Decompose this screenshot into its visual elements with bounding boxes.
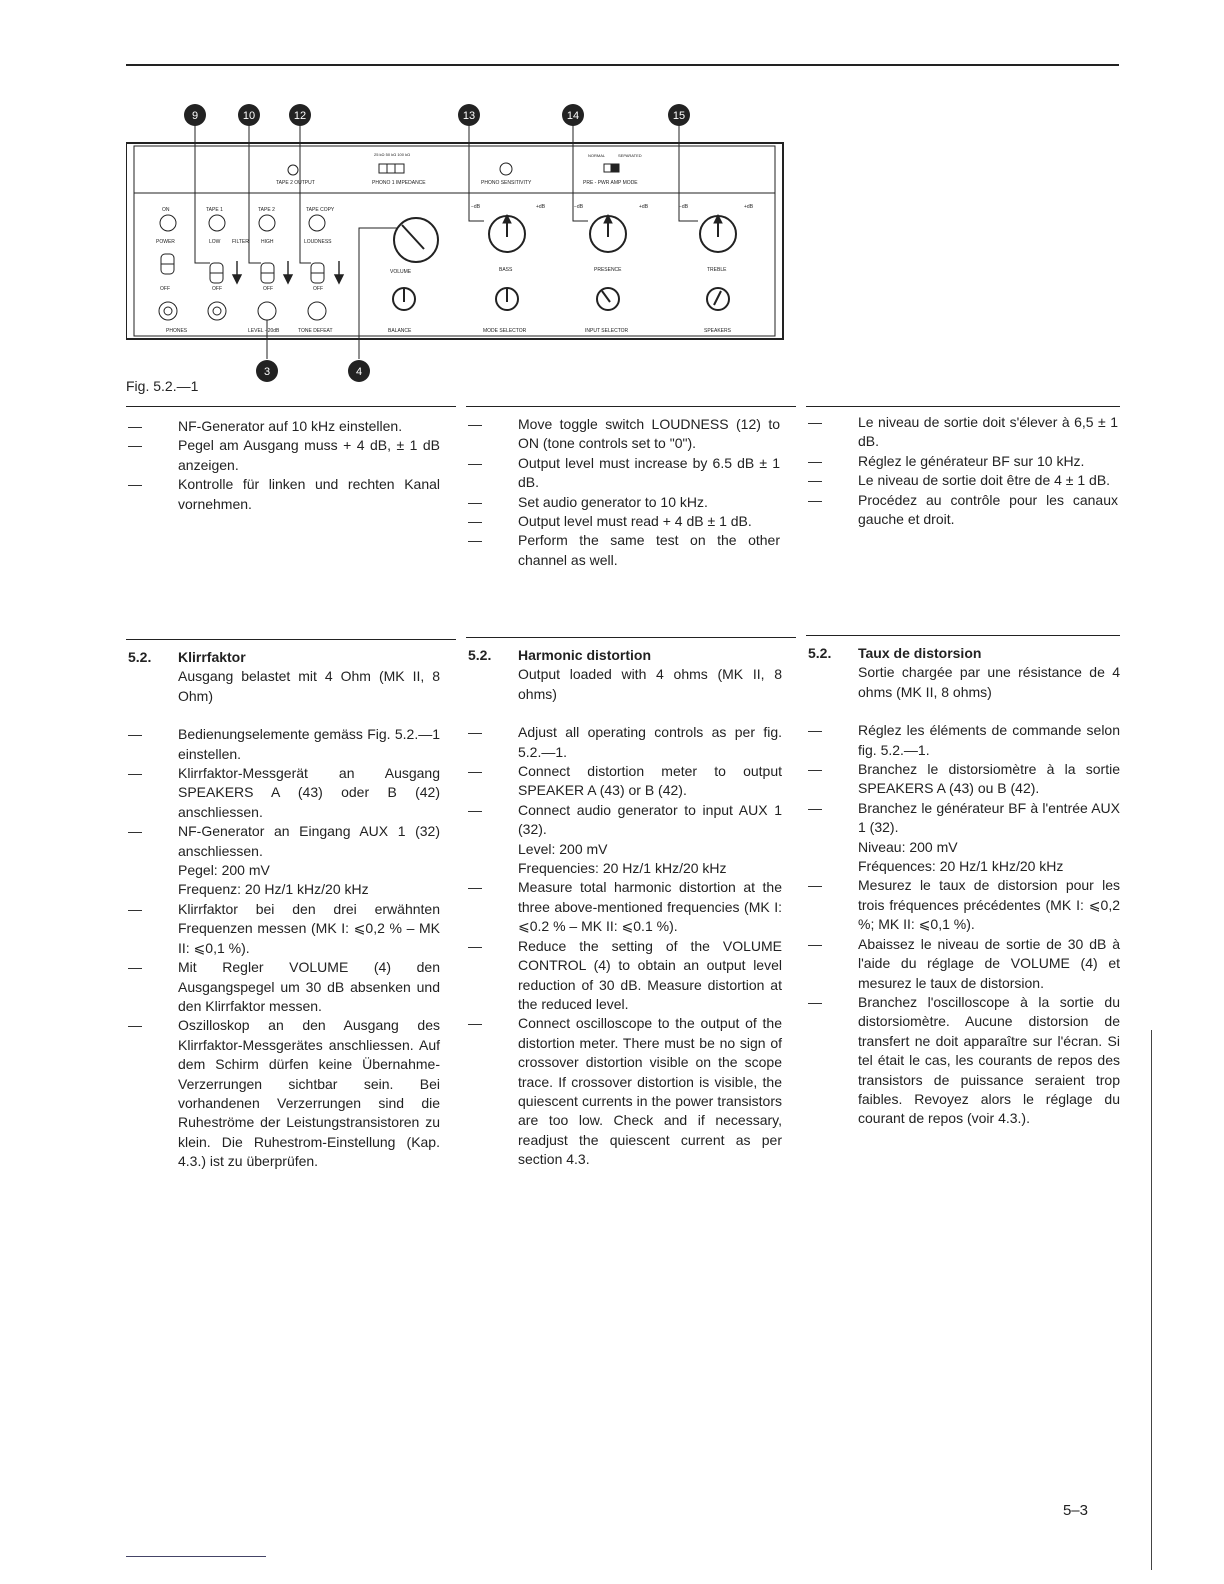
normal-label: NORMAL: [588, 153, 606, 158]
level-label: LEVEL −20dB: [248, 328, 280, 334]
panel-frame: [126, 143, 783, 339]
section-rule-fr: [806, 635, 1120, 636]
phono-sensitivity-label: PHONO SENSITIVITY: [481, 180, 532, 186]
off-label-2: OFF: [212, 286, 222, 292]
tape2-label: TAPE 2: [258, 207, 275, 213]
tone-defeat-button: [308, 302, 326, 320]
phono-impedance-label: PHONO 1 IMPEDANCE: [372, 180, 426, 186]
level-button: [258, 302, 276, 320]
pre-pwr-label: PRE - PWR AMP MODE: [583, 180, 638, 186]
marker-4: [348, 360, 370, 382]
impedance-switch: [379, 164, 404, 173]
on-label: ON: [162, 207, 170, 213]
svg-text:15: 15: [672, 110, 686, 122]
section-rule-en: [466, 637, 796, 638]
marker-9: [184, 104, 206, 126]
power-toggle: [161, 254, 174, 274]
off-label-3: OFF: [263, 286, 273, 292]
svg-text:9: 9: [191, 110, 199, 122]
top-english-column: — Move toggle switch LOUDNESS (12) to ON (tone controls set to "0"). — Output level must increase by 6.5 dB ± 1 dB. — Set audio generator to 10 kHz. — Output level must read + 4 dB ± 1 dB. — Perform the same test on the other channel as well.: [468, 416, 780, 568]
french-section: 5.2. Taux de distorsion Sortie chargée par une résistance de 4 ohms (MK II, 8 ohms) — Réglez les éléments de commande selon fig. 5.2.—1. — Branchez le distorsiomètre à la sortie SPEAKERS A (43) ou B (42). — Branchez le générateur BF à l'entrée AUX 1 (32). Niveau: 200 mV Fréquences: 20 Hz/1 kHz/20 kHz — Mesurez le taux de distorsion pour les trois fréquences précédentes (MK I: ⩽0,2 %; MK II: ⩽0,1 %). — Abaissez le niveau de sortie de 30 dB à l'aide du réglage de VOLUME (4) et mesurez le taux de distorsion. — Branchez l'oscilloscope à la sortie du distorsiomètre. Aucune distorsion de transfert ne doit apparaître sur l'écran. Si tel était le cas, les courants de repos des transistors de puissance seraient trop faibles. Revoyez alors le réglage du courant de repos (voir 4.3.).: [808, 645, 1120, 1127]
top-rule-en: [466, 406, 796, 407]
top-rule-fr: [806, 406, 1120, 407]
svg-text:14: 14: [566, 110, 580, 122]
english-intro: Output loaded with 4 ohms (MK II, 8 ohms): [518, 666, 782, 702]
phones-jack-1: [159, 302, 177, 320]
tape2-output-led: [288, 165, 298, 175]
figure-caption: Fig. 5.2.—1: [126, 378, 199, 394]
bass-label: BASS: [499, 267, 513, 273]
phones-jack-2: [208, 302, 226, 320]
english-section: 5.2. Harmonic distortion Output loaded with 4 ohms (MK II, 8 ohms) — Adjust all operating controls as per fig. 5.2.—1. — Connect distortion meter to output SPEAKER A (43) or B (42). — Connect audio generator to input AUX 1 (32). Level: 200 mV Frequencies: 20 Hz/1 kHz/20 kHz — Measure total harmonic distortion at the three above-mentioned frequencies (MK I: ⩽0.2 % – MK II: ⩽0.1 %). — Reduce the setting of the VOLUME CONTROL (4) to obtain an output level reduction of 30 dB. Measure distortion at the reduced level. — Connect oscilloscope to the output of the distortion meter. There must be no sign of crossover distortion visible on the scope trace. If crossover distortion is visible, the quiescent currents in the power transistors are too low. Check and if necessary, readjust the quiescent current as per section 4.3.: [468, 647, 782, 1168]
tone-defeat-label: TONE DEFEAT: [298, 328, 333, 334]
tape1-button: [209, 215, 225, 231]
tape2-button: [259, 215, 275, 231]
svg-text:13: 13: [462, 110, 476, 122]
bass-db-minus: −dB: [471, 204, 481, 210]
tape2-output-label: TAPE 2 OUTPUT: [276, 180, 315, 186]
low-label: LOW: [209, 239, 221, 245]
bass-db-plus: +dB: [536, 204, 546, 210]
marker-3: [256, 360, 278, 382]
loudness-toggle: [311, 263, 324, 283]
loudness-label: LOUDNESS: [304, 239, 332, 245]
balance-label: BALANCE: [388, 328, 412, 334]
svg-text:10: 10: [242, 110, 256, 122]
section-rule-de: [126, 639, 456, 640]
low-filter-toggle: [210, 263, 223, 283]
margin-line: [1151, 1030, 1152, 1570]
marker-13: [458, 104, 480, 126]
off-label-4: OFF: [313, 286, 323, 292]
treble-label: TREBLE: [707, 267, 727, 273]
filter-label: FILTER: [232, 239, 249, 245]
power-label: POWER: [156, 239, 175, 245]
page-number: 5–3: [1062, 1502, 1088, 1519]
separated-label: SEPARATED: [618, 153, 642, 158]
power-led: [160, 215, 176, 231]
input-selector-label: INPUT SELECTOR: [585, 328, 629, 334]
treble-db-plus: +dB: [744, 204, 754, 210]
high-filter-toggle: [261, 263, 274, 283]
volume-label: VOLUME: [390, 269, 412, 275]
marker-15: [668, 104, 690, 126]
tape1-label: TAPE 1: [206, 207, 223, 213]
tape-copy-label: TAPE COPY: [306, 207, 335, 213]
mode-selector-label: MODE SELECTOR: [483, 328, 527, 334]
top-french-column: — Le niveau de sortie doit s'élever à 6,5 ± 1 dB. — Réglez le générateur BF sur 10 kHz. — Le niveau de sortie doit être de 4 ± 1 dB. — Procédez au contrôle pour les canaux gauche et droit.: [808, 414, 1118, 528]
french-intro: Sortie chargée par une résistance de 4 ohms (MK II, 8 ohms): [858, 664, 1120, 700]
phono-sensitivity-knob: [500, 163, 512, 175]
front-panel-figure: [126, 103, 786, 395]
german-section-heading: 5.2. Klirrfaktor: [128, 649, 246, 665]
marker-12: [289, 104, 311, 126]
impedance-values-label: 25 kΩ 50 kΩ 100 kΩ: [374, 152, 411, 157]
off-label-1: OFF: [160, 286, 170, 292]
marker-14: [562, 104, 584, 126]
speakers-label: SPEAKERS: [704, 328, 731, 334]
french-section-heading: 5.2. Taux de distorsion: [808, 645, 982, 661]
presence-label: PRESENCE: [594, 267, 622, 273]
top-german-column: — NF-Generator auf 10 kHz einstellen. — Pegel am Ausgang muss + 4 dB, ± 1 dB anzeigen. — Kontrolle für linken und rechten Kanal vornehmen.: [128, 418, 440, 512]
top-rule-de: [126, 406, 456, 407]
german-section: 5.2. Klirrfaktor Ausgang belastet mit 4 Ohm (MK II, 8 Ohm) — Bedienungselemente gemäss Fig. 5.2.—1 einstellen. — Klirrfaktor-Messgerät an Ausgang SPEAKERS A (43) oder B (42) anschliessen. — NF-Generator an Eingang AUX 1 (32) anschliessen. Pegel: 200 mV Frequenz: 20 Hz/1 kHz/20 kHz — Klirrfaktor bei den drei erwähnten Frequenzen messen (MK I: ⩽0,2 % – MK II: ⩽0,1 %). — Mit Regler VOLUME (4) den Ausgangspegel um 30 dB absenken und den Klirrfaktor messen. — Oszilloskop an den Ausgang des Klirrfaktor-Messgerätes anschliessen. Auf dem Schirm dürfen keine Übernahme-Verzerrungen sichtbar sein. Bei vorhandenen Verzerrungen sind die Ruheströme der Leistungstransistoren zu klein. Die Ruhestrom-Einstellung (Kap. 4.3.) ist zu überprüfen.: [128, 649, 440, 1170]
svg-text:3: 3: [263, 366, 271, 378]
phones-label: PHONES: [166, 328, 188, 334]
high-label: HIGH: [261, 239, 274, 245]
top-rule: [126, 64, 1119, 66]
english-section-heading: 5.2. Harmonic distortion: [468, 647, 652, 663]
tape-copy-button: [309, 215, 325, 231]
treble-db-minus: −dB: [679, 204, 689, 210]
marker-10: [238, 104, 260, 126]
presence-db-minus: −dB: [574, 204, 584, 210]
bottom-line: [126, 1556, 266, 1557]
svg-text:12: 12: [293, 110, 307, 122]
presence-db-plus: +dB: [639, 204, 649, 210]
german-intro: Ausgang belastet mit 4 Ohm (MK II, 8 Ohm): [178, 668, 440, 704]
svg-text:4: 4: [355, 366, 363, 378]
